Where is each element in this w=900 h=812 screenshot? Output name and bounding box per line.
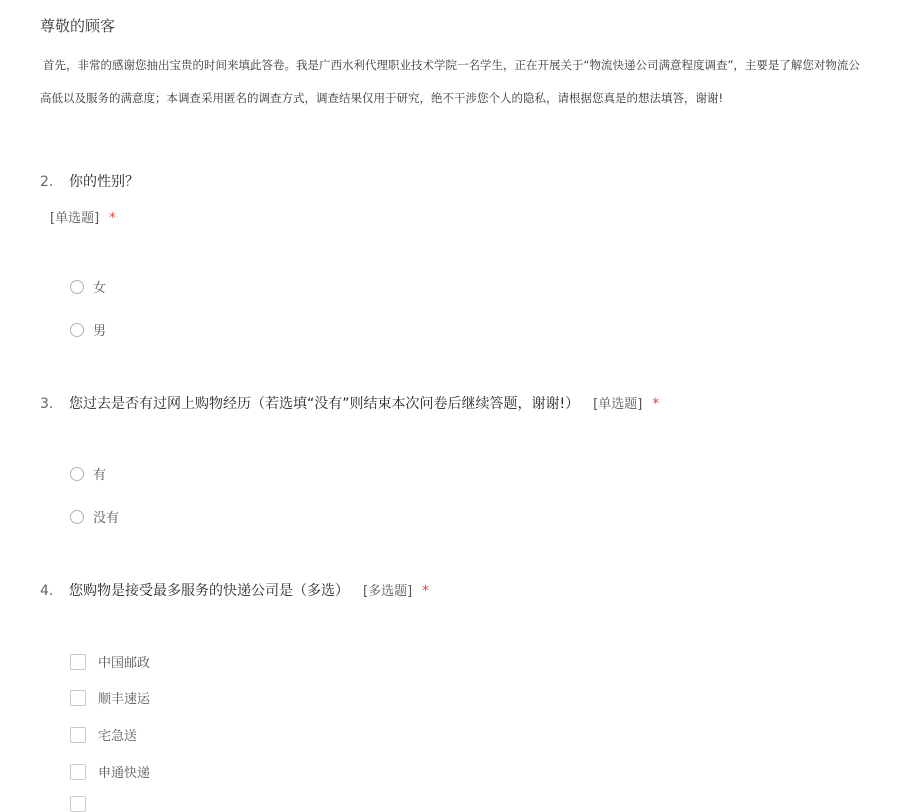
option-label: 申通快递 (98, 766, 151, 781)
checkbox-square-icon[interactable] (70, 654, 86, 670)
question-number: 2. (40, 174, 54, 190)
question-4-title (40, 580, 429, 600)
radio-circle-icon[interactable] (70, 467, 84, 481)
checkbox-square-icon[interactable] (70, 690, 86, 706)
option-label: 男 (93, 324, 107, 339)
question-3-title (40, 393, 659, 413)
question-2-title (40, 171, 139, 191)
checkbox-square-icon[interactable] (70, 727, 86, 743)
option-sto-express[interactable] (70, 762, 150, 781)
option-no[interactable] (70, 507, 119, 526)
option-label: 女 (93, 281, 107, 296)
required-mark: * (652, 396, 660, 412)
radio-circle-icon[interactable] (70, 323, 84, 337)
question-type-label: [单选题] (593, 397, 643, 412)
option-next-partial[interactable] (70, 796, 98, 812)
question-type-label: [单选题] (50, 211, 100, 226)
question-text: 您过去是否有过网上购物经历（若选填“没有”则结束本次问卷后继续答题，谢谢!） (69, 396, 580, 412)
option-label: 中国邮政 (98, 656, 151, 671)
question-type-label: [多选题] (363, 584, 413, 599)
checkbox-square-icon[interactable] (70, 764, 86, 780)
option-male[interactable] (70, 320, 106, 339)
option-zjs-express[interactable] (70, 725, 137, 744)
option-label: 没有 (93, 511, 120, 526)
checkbox-square-icon[interactable] (70, 796, 86, 812)
option-label: 宅急送 (98, 729, 138, 744)
question-2-type (50, 207, 116, 226)
option-sf-express[interactable] (70, 688, 150, 707)
question-text: 您购物是接受最多服务的快递公司是（多选） (69, 583, 349, 599)
option-china-post[interactable] (70, 652, 150, 671)
question-number: 3. (40, 396, 54, 412)
radio-circle-icon[interactable] (70, 510, 84, 524)
option-label: 有 (93, 468, 107, 483)
intro-line-2: 高低以及服务的满意度；本调查采用匿名的调查方式，调查结果仅用于研究，绝不干涉您个人的隐私，请根据您真是的想法填答，谢谢! (40, 91, 724, 105)
radio-circle-icon[interactable] (70, 280, 84, 294)
option-yes[interactable] (70, 464, 106, 483)
required-mark: * (109, 211, 116, 226)
option-female[interactable] (70, 277, 106, 296)
question-number: 4. (40, 583, 54, 599)
option-label: 顺丰速运 (98, 692, 151, 707)
question-text: 你的性别？ (69, 174, 139, 190)
intro-line-1: 首先，非常的感谢您抽出宝贵的时间来填此答卷。我是广西水利代理职业技术学院一名学生，正在开展关于“物流快递公司满意程度调查”，主要是了解您对物流公 (43, 58, 860, 72)
greeting-title: 尊敬的顾客 (40, 17, 116, 35)
required-mark: * (422, 583, 430, 599)
